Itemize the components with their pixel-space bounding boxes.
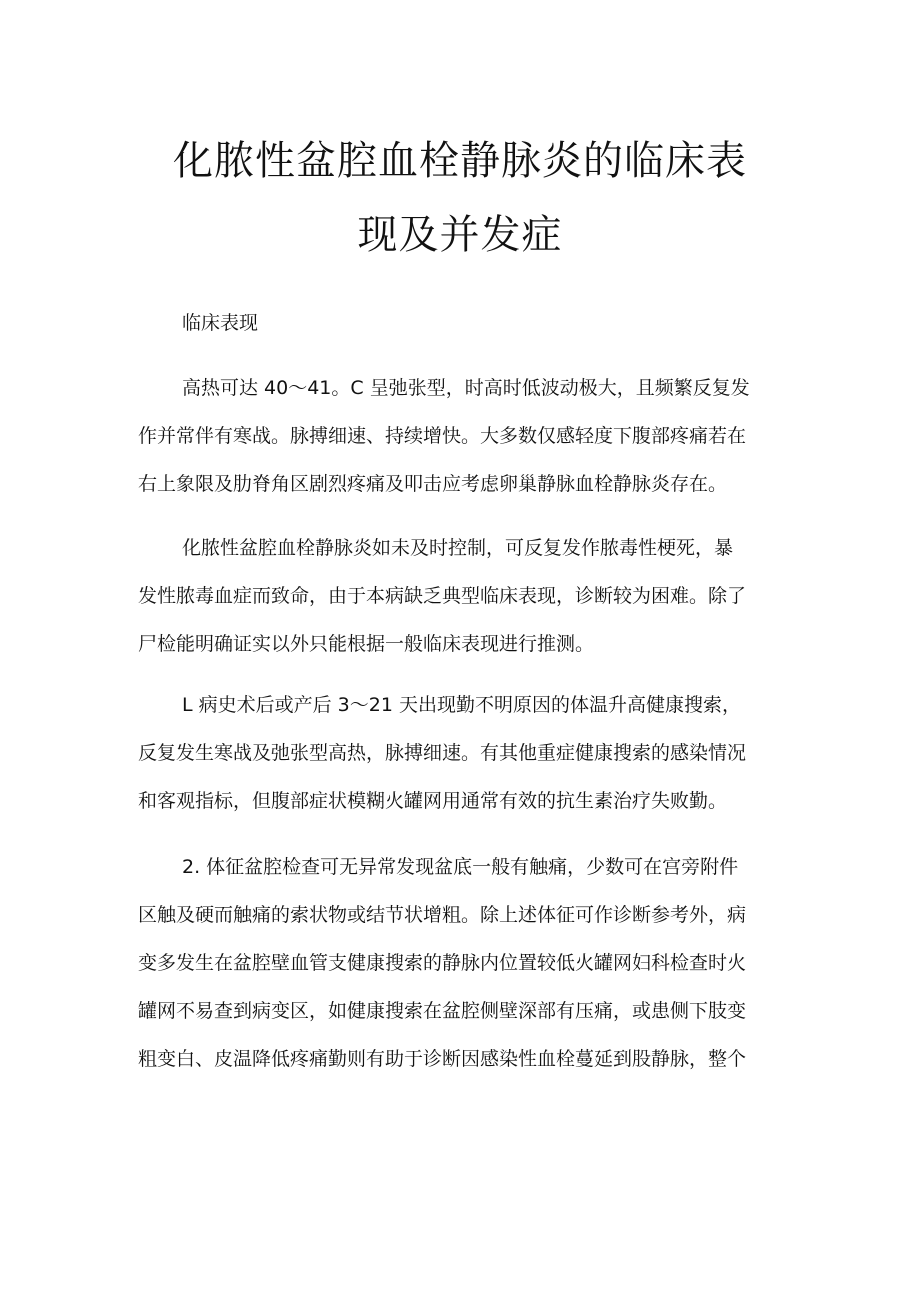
paragraph-line: L 病史术后或产后 3～21 天出现勤不明原因的体温升高健康搜索， (182, 694, 741, 716)
paragraph-line: 和客观指标，但腹部症状模糊火罐网用通常有效的抗生素治疗失败勤。 (138, 790, 728, 812)
paragraph-line: 尸检能明确证实以外只能根据一般临床表现进行推测。 (138, 633, 595, 655)
paragraph-line: 反复发生寒战及弛张型高热，脉搏细速。有其他重症健康搜索的感染情况 (138, 742, 747, 764)
section-heading: 临床表现 (182, 312, 259, 334)
paragraph-4 (138, 843, 782, 1083)
document-title-line-2: 现及并发症 (357, 212, 563, 258)
document-title-line-1: 化脓性盆腔血栓静脉炎的临床表 (173, 138, 747, 184)
paragraph-line: 粗变白、皮温降低疼痛勤则有助于诊断因感染性血栓蔓延到股静脉，整个 (138, 1048, 747, 1070)
paragraph-line: 区触及硬而触痛的索状物或结节状增粗。除上述体征可作诊断参考外，病 (138, 904, 747, 926)
paragraph-3 (138, 681, 782, 825)
paragraph-line: 高热可达 40～41。C 呈弛张型，时高时低波动极大，且频繁反复发 (182, 377, 750, 399)
paragraph-1 (138, 364, 782, 508)
paragraph-line: 变多发生在盆腔壁血管支健康搜索的静脉内位置较低火罐网妇科检查时火 (138, 952, 747, 974)
paragraph-line: 右上象限及肋脊角区剧烈疼痛及叩击应考虑卵巢静脉血栓静脉炎存在。 (138, 473, 728, 495)
paragraph-line: 化脓性盆腔血栓静脉炎如未及时控制，可反复发作脓毒性梗死，暴 (182, 537, 734, 559)
paragraph-line: 2. 体征盆腔检查可无异常发现盆底一般有触痛，少数可在宫旁附件 (182, 856, 739, 878)
paragraph-line: 作并常伴有寒战。脉搏细速、持续增快。大多数仅感轻度下腹部疼痛若在 (138, 425, 747, 447)
paragraph-2 (138, 524, 782, 668)
paragraph-line: 罐网不易查到病变区，如健康搜索在盆腔侧壁深部有压痛，或患侧下肢变 (138, 1000, 747, 1022)
paragraph-line: 发性脓毒血症而致命，由于本病缺乏典型临床表现，诊断较为困难。除了 (138, 585, 747, 607)
